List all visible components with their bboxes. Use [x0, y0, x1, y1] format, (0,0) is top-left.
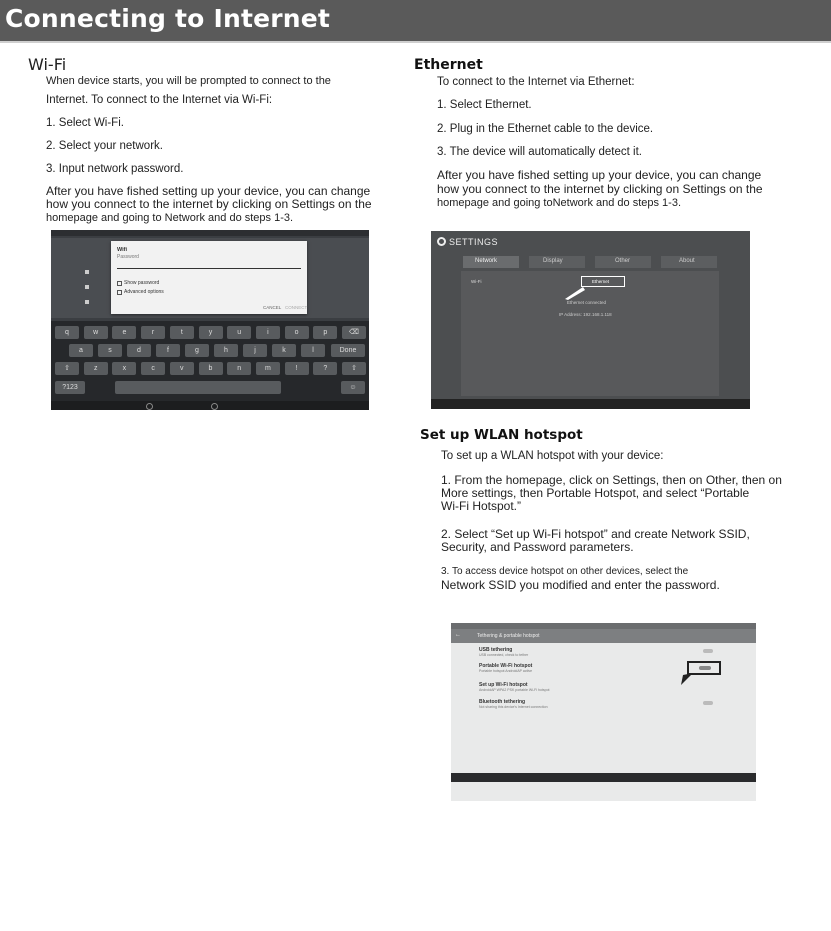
key-row3-4[interactable]: v [170, 362, 194, 375]
key-row3-9[interactable]: ? [313, 362, 337, 375]
wifi-menu-item[interactable]: Wi-Fi [471, 279, 482, 284]
key-f[interactable]: f [156, 344, 180, 357]
connect-button[interactable]: CONNECT [285, 305, 308, 310]
tab-network[interactable] [463, 256, 519, 268]
wifi-after-line1: After you have fished setting up your device, you can change [46, 184, 371, 198]
navigation-bar [431, 399, 750, 409]
show-password-checkbox[interactable] [117, 281, 122, 286]
portable-hotspot-label[interactable]: Portable Wi-Fi hotspot [479, 663, 533, 669]
wifi-intro-line2: Internet. To connect to the Internet via Wi-Fi: [46, 94, 273, 106]
ip-address: IP Address: 192.168.1.118 [559, 312, 612, 317]
key-backspace[interactable]: ⌫ [342, 326, 366, 339]
key-row3-2[interactable]: x [112, 362, 136, 375]
home-icon[interactable] [146, 403, 153, 410]
tab-about[interactable] [661, 256, 717, 268]
home-icon[interactable] [211, 403, 218, 410]
key-i[interactable]: i [256, 326, 280, 339]
gear-icon [437, 237, 446, 246]
page-header [0, 0, 831, 41]
key-y[interactable]: y [199, 326, 223, 339]
cancel-button[interactable]: CANCEL [263, 305, 282, 310]
key-t[interactable]: t [170, 326, 194, 339]
wifi-step-1: 1. Select Wi-Fi. [46, 117, 124, 129]
tab-about-label: About [679, 258, 695, 264]
usb-tethering-toggle[interactable] [703, 649, 713, 653]
usb-tethering-sub: USB connected, check to tether [479, 653, 529, 657]
back-icon[interactable]: ← [455, 632, 461, 638]
navigation-bar [451, 773, 756, 782]
arrow-pointer [679, 671, 697, 687]
dialog-title: Wifi [117, 247, 128, 253]
tab-network-label: Network [475, 258, 498, 264]
hotspot-intro: To set up a WLAN hotspot with your device: [441, 450, 664, 462]
key-symbols[interactable]: ?123 [55, 381, 85, 394]
key-row3-5[interactable]: b [199, 362, 223, 375]
key-o[interactable]: o [285, 326, 309, 339]
portable-hotspot-toggle[interactable] [699, 666, 711, 670]
ethernet-step-1: 1. Select Ethernet. [437, 99, 532, 111]
ethernet-menu-item: Ethernet [592, 279, 610, 284]
wifi-signal-icon [85, 300, 89, 304]
setup-hotspot-label[interactable]: Set up Wi-Fi hotspot [479, 682, 528, 688]
hotspot-step1-line3: Wi-Fi Hotspot.” [441, 499, 522, 513]
key-j[interactable]: j [243, 344, 267, 357]
tab-display-label: Display [543, 258, 563, 264]
settings-title: SETTINGS [449, 237, 499, 247]
key-k[interactable]: k [272, 344, 296, 357]
wifi-heading: Wi-Fi [28, 55, 67, 74]
wifi-step-3: 3. Input network password. [46, 163, 184, 175]
status-bar [51, 230, 369, 236]
app-bar [451, 629, 756, 643]
wifi-signal-icon [85, 270, 89, 274]
ethernet-screenshot [431, 231, 750, 409]
ethernet-step-3: 3. The device will automatically detect it. [437, 146, 642, 158]
bluetooth-tethering-toggle[interactable] [703, 701, 713, 705]
key-row3-10[interactable]: ⇧ [342, 362, 366, 375]
hotspot-screenshot [451, 623, 756, 801]
ethernet-heading: Ethernet [414, 57, 483, 73]
navigation-bar [51, 401, 369, 410]
arrow-pointer [563, 285, 587, 301]
wifi-intro-line1: When device starts, you will be prompted to connect to the [46, 75, 331, 87]
key-row3-3[interactable]: c [141, 362, 165, 375]
network-panel [461, 271, 719, 396]
key-g[interactable]: g [185, 344, 209, 357]
password-dialog [111, 241, 307, 314]
hotspot-step3-line2: Network SSID you modified and enter the password. [441, 578, 720, 592]
key-row3-6[interactable]: n [227, 362, 251, 375]
ethernet-step-2: 2. Plug in the Ethernet cable to the device. [437, 123, 654, 135]
bluetooth-tethering-sub: Not sharing this device's Internet connection [479, 705, 548, 709]
key-u[interactable]: u [227, 326, 251, 339]
advanced-options-label: Advanced options [124, 289, 164, 295]
key-l[interactable]: l [301, 344, 325, 357]
wifi-after-line3: homepage and going to Network and do steps 1-3. [46, 212, 294, 224]
password-input[interactable] [117, 268, 301, 269]
page-title: Connecting to Internet [5, 4, 331, 33]
tab-other[interactable] [595, 256, 651, 268]
hotspot-heading: Set up WLAN hotspot [420, 427, 583, 443]
key-w[interactable]: w [84, 326, 108, 339]
advanced-options-checkbox[interactable] [117, 290, 122, 295]
key-a[interactable]: a [69, 344, 93, 357]
setup-hotspot-sub: AndroidAP WPA2 PSK portable Wi-Fi hotspot [479, 688, 550, 692]
ethernet-highlight-box[interactable] [581, 276, 625, 287]
tab-other-label: Other [615, 258, 631, 264]
ethernet-after-line3: homepage and going toNetwork and do steps 1-3. [437, 197, 681, 209]
hotspot-step3-line1: 3. To access device hotspot on other devices, select the [441, 566, 689, 577]
key-d[interactable]: d [127, 344, 151, 357]
wifi-signal-icon [85, 285, 89, 289]
dialog-password-label: Password [117, 254, 139, 260]
key-s[interactable]: s [98, 344, 122, 357]
ethernet-after-line1: After you have fished setting up your device, you can change [437, 168, 762, 182]
key-done[interactable]: Done [331, 344, 365, 357]
wifi-step-2: 2. Select your network. [46, 140, 163, 152]
key-row3-0[interactable]: ⇧ [55, 362, 79, 375]
ethernet-after-line2: how you connect to the internet by clicking on Settings on the [437, 182, 763, 196]
hotspot-screen-title: Tethering & portable hotspot [477, 633, 540, 639]
key-r[interactable]: r [141, 326, 165, 339]
portable-hotspot-sub: Portable hotspot AndroidAP active [479, 669, 533, 673]
header-divider [0, 41, 831, 43]
key-q[interactable]: q [55, 326, 79, 339]
key-e[interactable]: e [112, 326, 136, 339]
hotspot-step1-line1: 1. From the homepage, click on Settings, then on Other, then on [441, 473, 782, 487]
hotspot-step2-line1: 2. Select “Set up Wi-Fi hotspot” and create Network SSID, [441, 527, 750, 541]
hotspot-step2-line2: Security, and Password parameters. [441, 540, 634, 554]
bluetooth-tethering-label[interactable]: Bluetooth tethering [479, 699, 526, 705]
ethernet-status: Ethernet connected [567, 300, 607, 305]
key-row3-8[interactable]: ! [285, 362, 309, 375]
key-space[interactable] [115, 381, 281, 394]
ethernet-intro: To connect to the Internet via Ethernet: [437, 76, 635, 88]
wifi-screenshot [51, 230, 369, 410]
key-row3-1[interactable]: z [84, 362, 108, 375]
tab-display[interactable] [529, 256, 585, 268]
usb-tethering-label[interactable]: USB tethering [479, 647, 513, 653]
key-h[interactable]: h [214, 344, 238, 357]
key-row3-7[interactable]: m [256, 362, 280, 375]
key-emoji[interactable]: ☺ [341, 381, 365, 394]
key-p[interactable]: p [313, 326, 337, 339]
wifi-after-line2: how you connect to the internet by clicking on Settings on the [46, 197, 372, 211]
show-password-label: Show password [124, 280, 160, 286]
hotspot-step1-line2: More settings, then Portable Hotspot, and select “Portable [441, 486, 750, 500]
